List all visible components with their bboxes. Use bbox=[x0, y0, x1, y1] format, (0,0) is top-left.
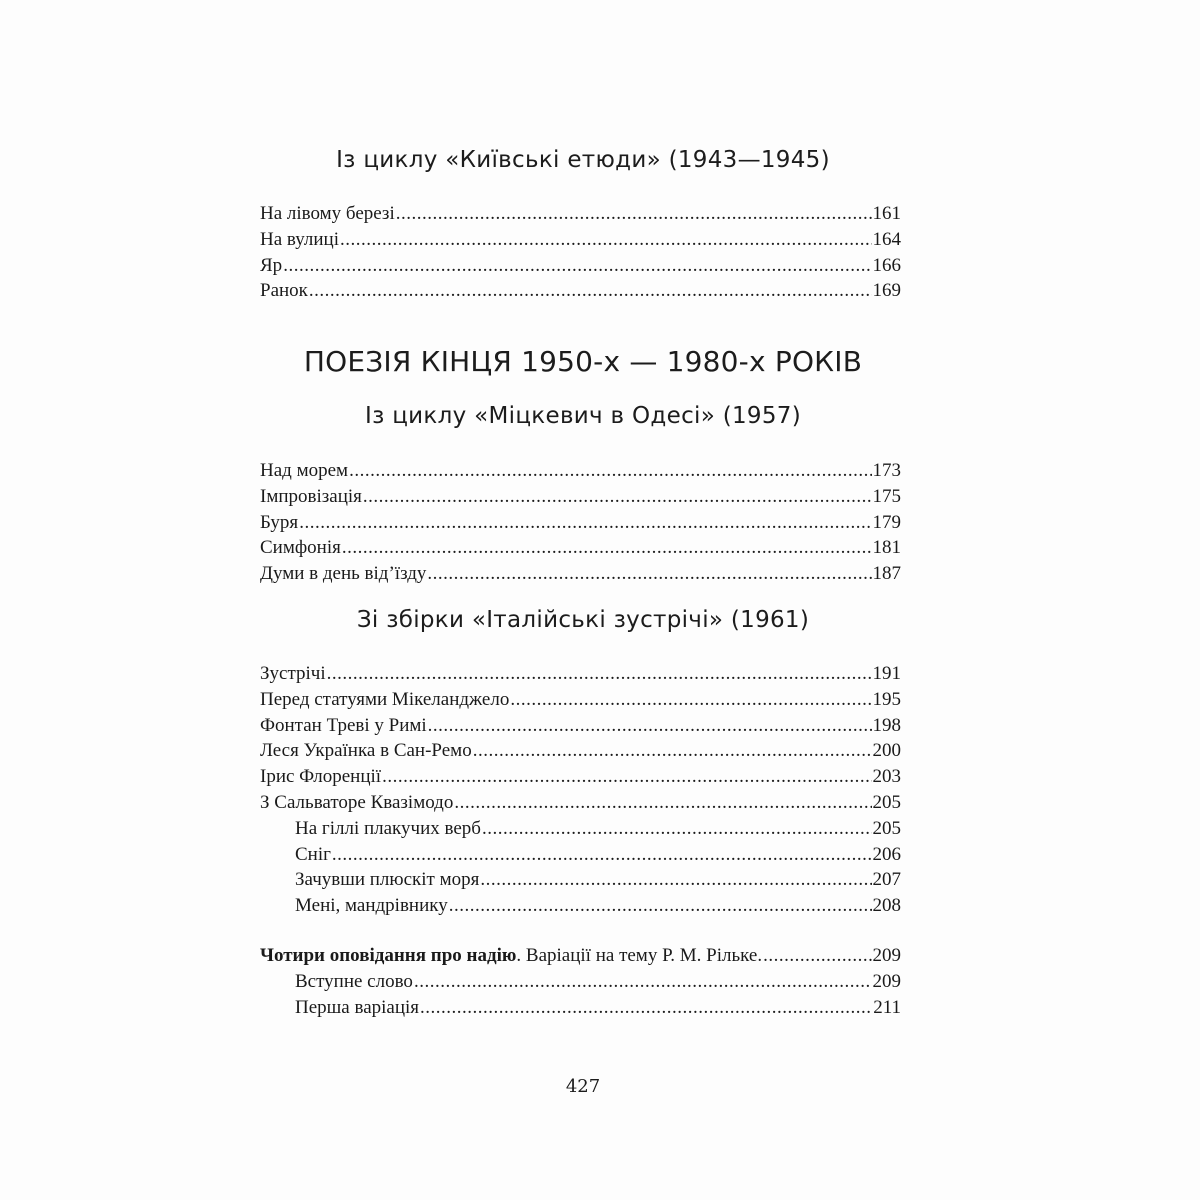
toc-entry[interactable] bbox=[260, 764, 901, 790]
toc-entry[interactable] bbox=[260, 943, 901, 969]
section-heading-kyiv-etudes: Із циклу «Київські етюди» (1943—1945) bbox=[336, 147, 830, 173]
entry-title: Яр bbox=[260, 254, 283, 276]
entry-page: 205 bbox=[872, 817, 901, 839]
entry-title: Імпровізація bbox=[260, 485, 362, 507]
toc-subentry[interactable] bbox=[260, 969, 901, 995]
toc-subentry[interactable] bbox=[260, 995, 901, 1021]
leader-dots bbox=[340, 227, 872, 253]
entry-page: 179 bbox=[872, 511, 901, 533]
leader-dots bbox=[414, 969, 872, 995]
section-heading-mickiewicz: Із циклу «Міцкевич в Одесі» (1957) bbox=[365, 403, 801, 429]
entry-page: 175 bbox=[872, 485, 901, 507]
entry-title: Перед статуями Мікеланджело bbox=[260, 688, 510, 710]
leader-dots bbox=[510, 687, 871, 713]
leader-dots bbox=[454, 790, 871, 816]
entry-title: Зустрічі bbox=[260, 663, 326, 684]
leader-dots bbox=[420, 995, 872, 1021]
leader-dots bbox=[327, 661, 872, 687]
leader-dots bbox=[480, 867, 871, 893]
leader-dots bbox=[332, 842, 872, 868]
toc-entry[interactable] bbox=[260, 227, 901, 253]
entry-title: Фонтан Треві у Римі bbox=[260, 714, 427, 736]
toc-subentry[interactable] bbox=[260, 842, 901, 868]
entry-page: 208 bbox=[872, 895, 901, 917]
leader-dots bbox=[309, 278, 872, 304]
toc-list-mickiewicz bbox=[260, 458, 901, 587]
entry-title: Перша варіація bbox=[295, 996, 420, 1018]
toc-subentry[interactable] bbox=[260, 893, 901, 919]
page-number: 427 bbox=[565, 1076, 601, 1097]
toc-entry[interactable] bbox=[260, 484, 901, 510]
entry-title: Зачувши плюскіт моря bbox=[295, 869, 480, 891]
entry-title: Леся Українка в Сан-Ремо bbox=[260, 740, 472, 762]
toc-entry[interactable] bbox=[260, 790, 901, 816]
leader-dots bbox=[428, 713, 872, 739]
entry-title: Над морем bbox=[260, 460, 349, 481]
entry-page: 191 bbox=[872, 663, 901, 684]
entry-page: 173 bbox=[872, 460, 901, 481]
leader-dots bbox=[299, 510, 871, 536]
entry-title: Сніг bbox=[295, 843, 331, 865]
entry-title: Мені, мандрівнику bbox=[295, 895, 448, 917]
leader-dots bbox=[427, 561, 871, 587]
entry-page: 206 bbox=[872, 843, 901, 865]
entry-page: 200 bbox=[872, 740, 901, 762]
entry-title: Ранок bbox=[260, 280, 308, 302]
entry-page: 198 bbox=[872, 714, 901, 736]
leader-dots bbox=[363, 484, 872, 510]
toc-entry[interactable] bbox=[260, 713, 901, 739]
entry-title: Думи в день від’їзду bbox=[260, 563, 427, 585]
entry-title-bold: Чотири оповідання про надію bbox=[260, 945, 517, 966]
leader-dots bbox=[382, 764, 871, 790]
entry-title: Ірис Флоренції bbox=[260, 766, 382, 788]
toc-list-four-stories bbox=[260, 943, 901, 1020]
leader-dots bbox=[396, 201, 872, 227]
toc-entry[interactable] bbox=[260, 535, 901, 561]
entry-page: 205 bbox=[872, 791, 901, 813]
entry-title: На лівому березі bbox=[260, 203, 395, 224]
leader-dots bbox=[342, 535, 872, 561]
entry-title: Вступне слово bbox=[295, 970, 413, 992]
entry-title: На вулиці bbox=[260, 228, 339, 250]
toc-entry[interactable] bbox=[260, 278, 901, 304]
entry-page: 195 bbox=[872, 688, 901, 710]
entry-page: 211 bbox=[873, 996, 901, 1018]
toc-subentry[interactable] bbox=[260, 867, 901, 893]
entry-title bbox=[260, 943, 762, 969]
entry-page: 203 bbox=[872, 766, 901, 788]
toc-entry[interactable] bbox=[260, 458, 901, 484]
toc-entry[interactable] bbox=[260, 738, 901, 764]
entry-title: Буря bbox=[260, 511, 299, 533]
part-heading: ПОЕЗІЯ КІНЦЯ 1950-х — 1980-х РОКІВ bbox=[303, 345, 863, 378]
leader-dots bbox=[349, 458, 871, 484]
leader-dots bbox=[283, 253, 871, 279]
toc-entry[interactable] bbox=[260, 561, 901, 587]
entry-page: 187 bbox=[872, 563, 901, 585]
entry-page: 164 bbox=[872, 228, 901, 250]
leader-dots bbox=[482, 816, 872, 842]
entry-page: 169 bbox=[872, 280, 901, 302]
leader-dots bbox=[763, 943, 871, 969]
toc-entry[interactable] bbox=[260, 253, 901, 279]
toc-entry[interactable] bbox=[260, 201, 901, 227]
entry-page: 166 bbox=[872, 254, 901, 276]
leader-dots bbox=[449, 893, 872, 919]
toc-entry[interactable] bbox=[260, 510, 901, 536]
toc-list-kyiv-etudes bbox=[260, 201, 901, 304]
toc-list-italian-meetings bbox=[260, 661, 901, 919]
entry-page: 161 bbox=[872, 203, 901, 224]
section-heading-italian-meetings: Зі збірки «Італійські зустрічі» (1961) bbox=[356, 607, 810, 633]
entry-title-rest: . Варіації на тему Р. М. Рільке. bbox=[516, 945, 763, 966]
toc-entry[interactable] bbox=[260, 687, 901, 713]
entry-page: 207 bbox=[872, 869, 901, 891]
toc-subentry[interactable] bbox=[260, 816, 901, 842]
entry-title: На гіллі плакучих верб bbox=[295, 817, 481, 839]
leader-dots bbox=[473, 738, 872, 764]
toc-entry[interactable] bbox=[260, 661, 901, 687]
entry-title: Симфонія bbox=[260, 537, 341, 559]
entry-page: 209 bbox=[872, 970, 901, 992]
entry-title: З Сальваторе Квазімодо bbox=[260, 791, 454, 813]
entry-page: 209 bbox=[872, 945, 901, 966]
entry-page: 181 bbox=[872, 537, 901, 559]
